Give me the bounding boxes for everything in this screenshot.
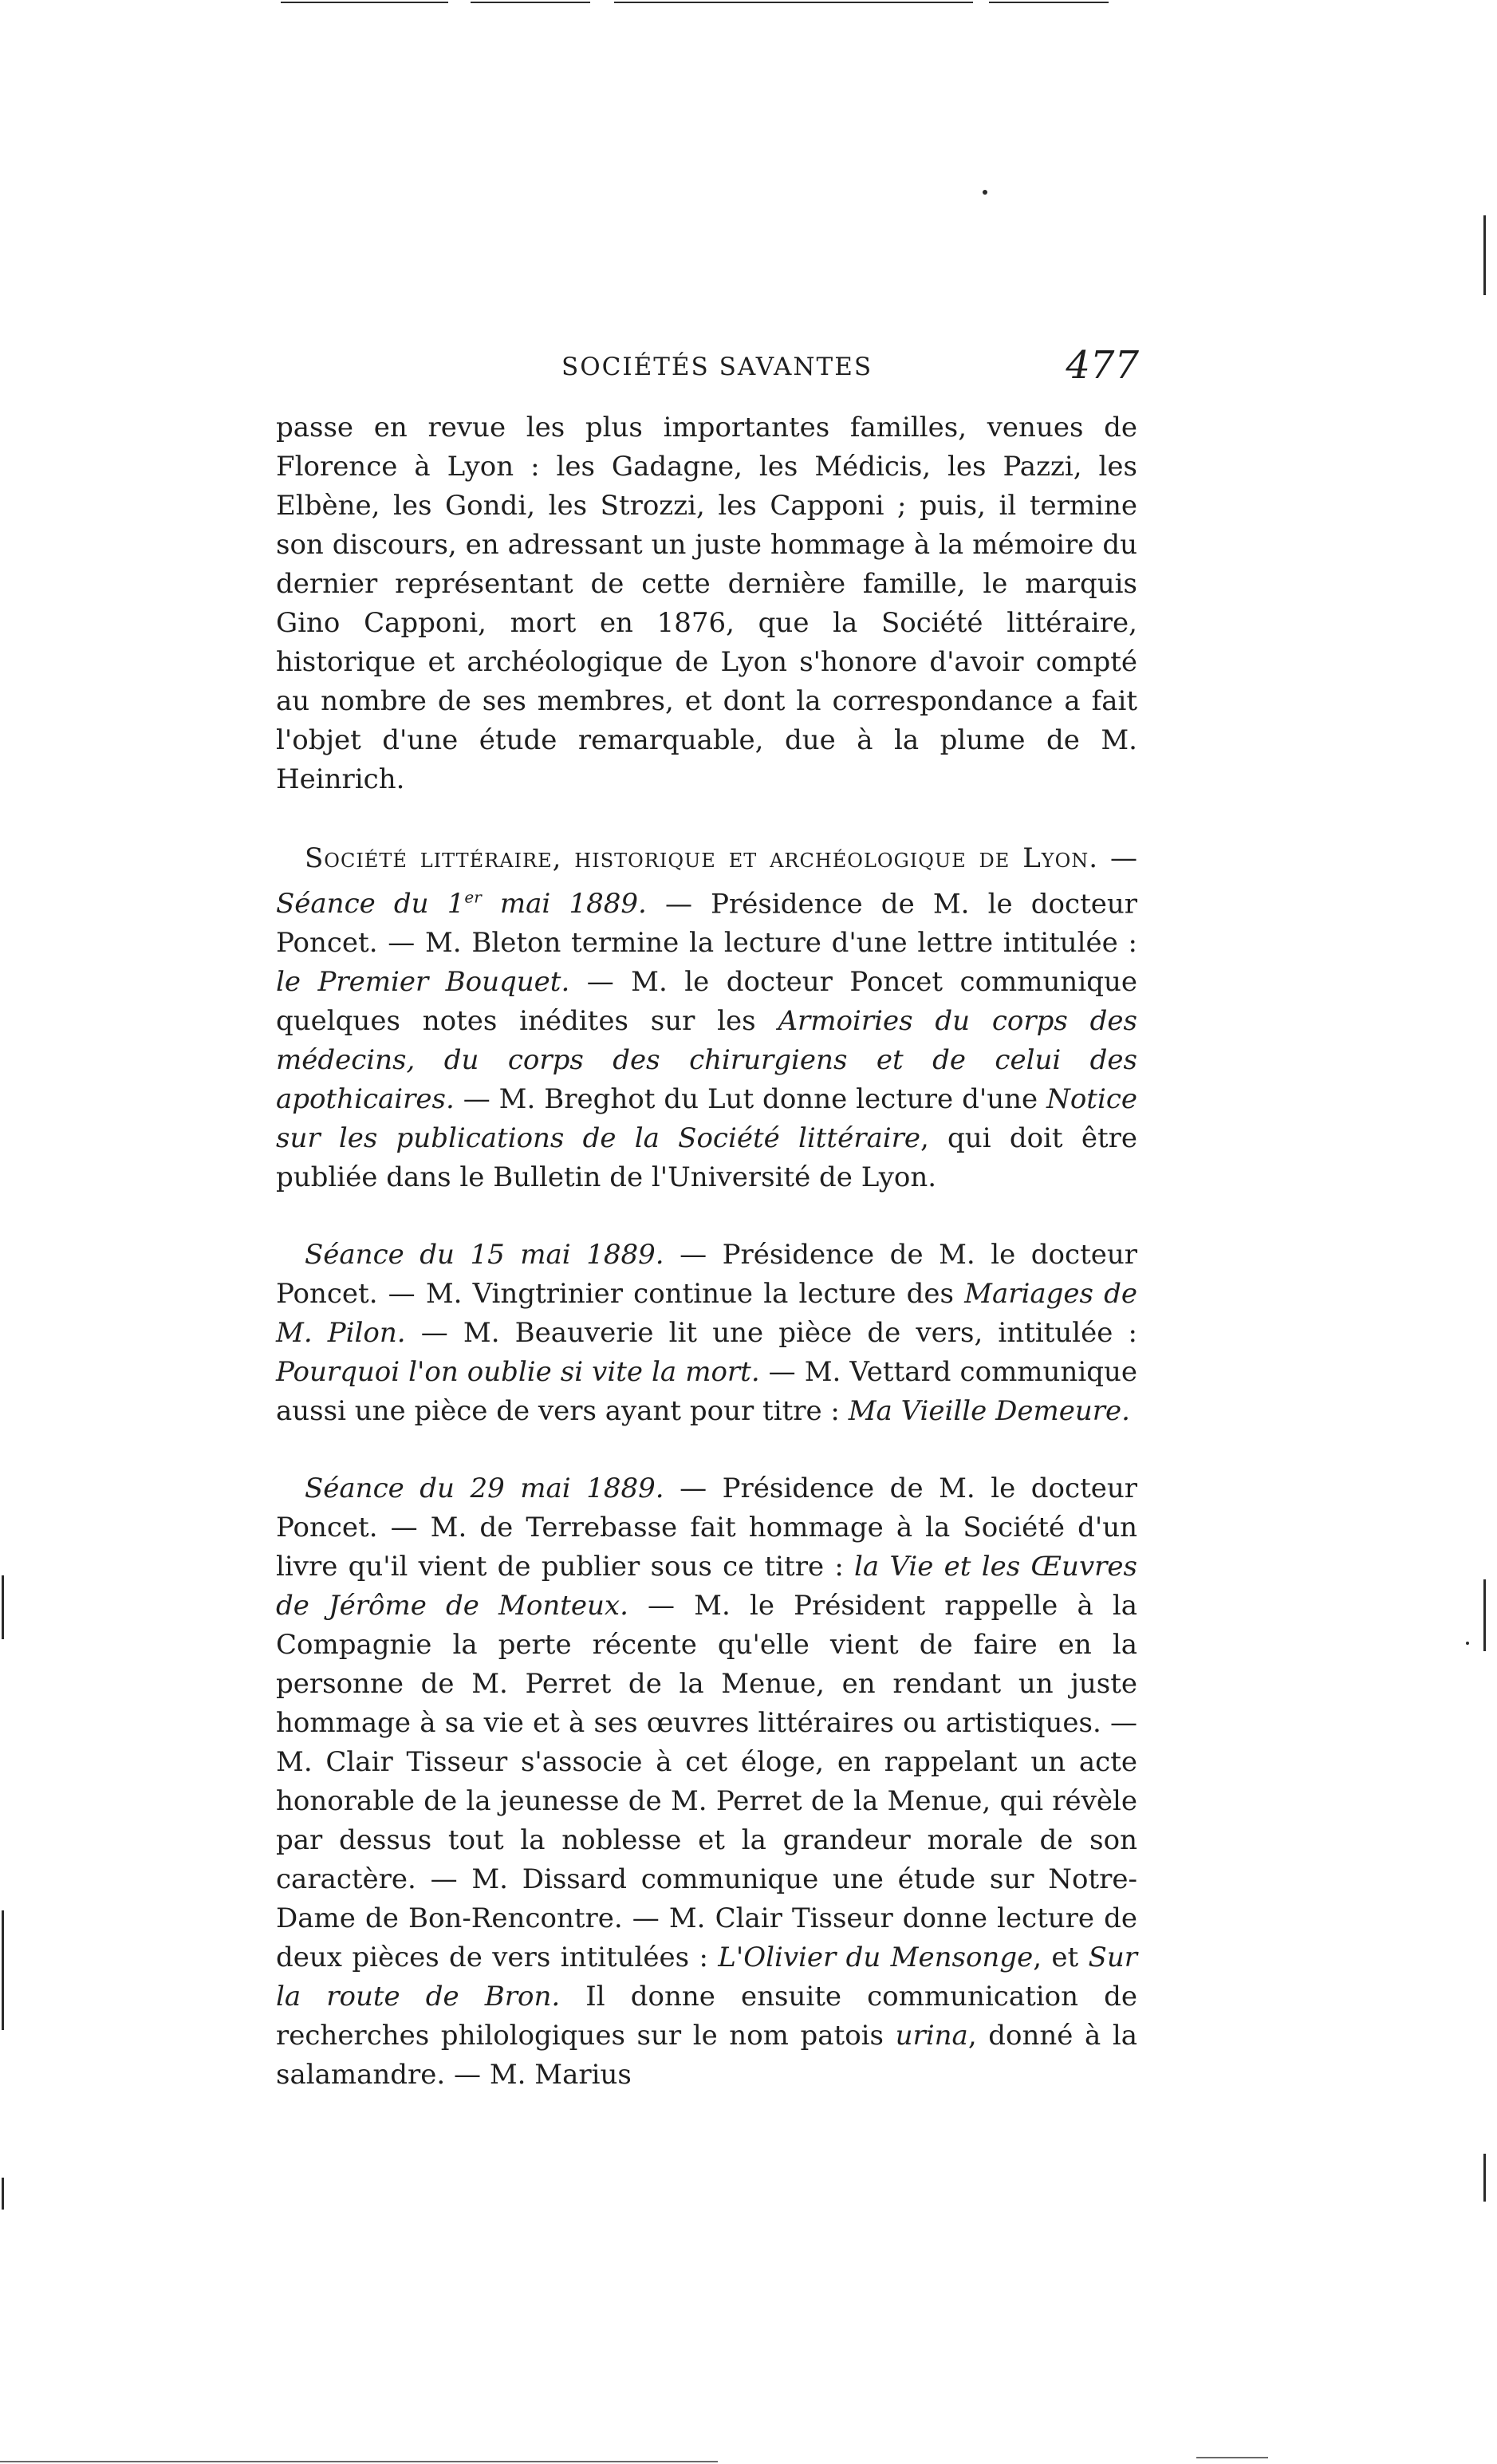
scan-edge-right-3 bbox=[1483, 2154, 1486, 2202]
superscript: er bbox=[464, 888, 482, 907]
page-number: 477 bbox=[1066, 343, 1139, 388]
scan-edge-left-2 bbox=[2, 1910, 4, 2030]
text-run: mai 1889. bbox=[481, 888, 647, 921]
work-title: L'Olivier du Mensonge bbox=[718, 1942, 1034, 1974]
paragraph bbox=[276, 1236, 1137, 1431]
text-run: , et bbox=[1033, 1942, 1089, 1974]
text-run: , donné à la salamandre. — M. Marius bbox=[276, 2020, 1137, 2091]
text-run: — M. Beauverie lit une pièce de vers, intitulée : bbox=[405, 1317, 1137, 1350]
scan-speck bbox=[1466, 1642, 1469, 1645]
work-title: Pourquoi l'on oublie si vite la mort. bbox=[276, 1356, 760, 1389]
scan-rule-bottom-1 bbox=[0, 2461, 718, 2462]
section-seance-29-mai bbox=[276, 1469, 1137, 2095]
text-run: — Présidence de M. le docteur Poncet. — M. Bleton termine la lecture d'une lettre intitulée : bbox=[276, 888, 1137, 960]
society-name: Société littéraire, historique et archéologique de Lyon. bbox=[305, 842, 1099, 874]
section-seance-15-mai bbox=[276, 1236, 1137, 1431]
seance-date: Séance du 15 mai 1889. bbox=[305, 1239, 664, 1271]
scan-rule-bottom-2 bbox=[1196, 2457, 1268, 2458]
work-title: Armoiries du corps des médecins, du corps des chirurgiens et de celui des apothicaires. bbox=[276, 1005, 1138, 1116]
seance-date: Séance du 29 mai 1889. bbox=[305, 1472, 664, 1505]
paragraph-continuation: passe en revue les plus importantes familles, venues de Florence à Lyon : les Gadagne, les Médicis, les Pazzi, les Elbène, les Gondi, les Strozzi, les Capponi ; puis, il termine son discours, en adressant un juste hommage à la mémoire du dernier représentant de cette dernière famille, le marquis Gino Capponi, mort en 1876, que la Société littéraire, historique et archéologique de Lyon s'honore d'avoir compté au nombre de ses membres, et dont la correspondance a fait l'objet d'une étude remarquable, due à la plume de M. Heinrich. bbox=[276, 412, 1137, 795]
paragraph bbox=[276, 1469, 1137, 2095]
text-run: — M. le docteur Poncet communique quelques notes inédites sur les bbox=[276, 966, 1137, 1038]
text-run: — bbox=[1098, 842, 1137, 874]
patois-word: urina bbox=[895, 2020, 968, 2052]
work-title: Mariages de M. Pilon. bbox=[276, 1278, 1138, 1350]
section-seance-1-mai bbox=[276, 839, 1137, 1197]
paragraph bbox=[276, 839, 1137, 1197]
text-run: , qui doit être publiée dans le Bulletin de l'Université de Lyon. bbox=[276, 1122, 1137, 1194]
text-run: — Présidence de M. le docteur Poncet. — M. de Terrebasse fait hommage à la Société d'un livre qu'il vient de publier sous ce titre : bbox=[276, 1472, 1138, 1583]
scan-rule-top-3 bbox=[614, 2, 973, 3]
work-title: le Premier Bouquet. bbox=[276, 966, 570, 999]
scan-rule-top-1 bbox=[281, 2, 448, 3]
scan-rule-top-2 bbox=[471, 2, 590, 3]
work-title: Sur la route de Bron. bbox=[276, 1942, 1137, 2013]
text-run: — M. Breghot du Lut donne lecture d'une bbox=[454, 1083, 1047, 1116]
work-title: la Vie et les Œuvres de Jérôme de Monteux. bbox=[276, 1551, 1137, 1622]
scan-edge-right-1 bbox=[1483, 215, 1486, 295]
text-run: Séance du 1 bbox=[276, 888, 465, 921]
scan-rule-top-4 bbox=[989, 2, 1109, 3]
work-title: Ma Vieille Demeure. bbox=[848, 1395, 1130, 1428]
seance-date bbox=[276, 888, 647, 920]
text-run: — M. le Président rappelle à la Compagnie la perte récente qu'elle vient de faire en la personne de M. Perret de la Menue, en rendant un juste hommage à sa vie et à ses œuvres littéraires ou artistiques. — M. Clair Tisseur s'associe à cet éloge, en rappelant un acte honorable de la jeunesse de M. Perret de la Menue, qui révèle par dessus tout la noblesse et la grandeur morale de son caractère. — M. Dissard communique une étude sur Notre-Dame de Bon-Rencontre. — M. Clair Tisseur donne lecture de deux pièces de vers intitulées : bbox=[276, 1590, 1138, 1974]
text-run: — M. Vettard communique aussi une pièce de vers ayant pour titre : bbox=[276, 1356, 1138, 1428]
scan-edge-right-2 bbox=[1483, 1579, 1486, 1651]
scan-speck bbox=[983, 190, 987, 195]
text-run: Il donne ensuite communication de recherches philologiques sur le nom patois bbox=[276, 1981, 1137, 2052]
scan-edge-left-1 bbox=[2, 1575, 4, 1639]
text-run: — Présidence de M. le docteur Poncet. — M. Vingtrinier continue la lecture des bbox=[276, 1239, 1138, 1311]
page-header bbox=[276, 343, 1145, 407]
work-title: Notice sur les publications de la Société littéraire bbox=[276, 1083, 1137, 1155]
scan-edge-left-3 bbox=[2, 2178, 4, 2210]
body-text bbox=[276, 408, 1137, 2095]
running-title: SOCIÉTÉS SAVANTES bbox=[561, 353, 873, 381]
